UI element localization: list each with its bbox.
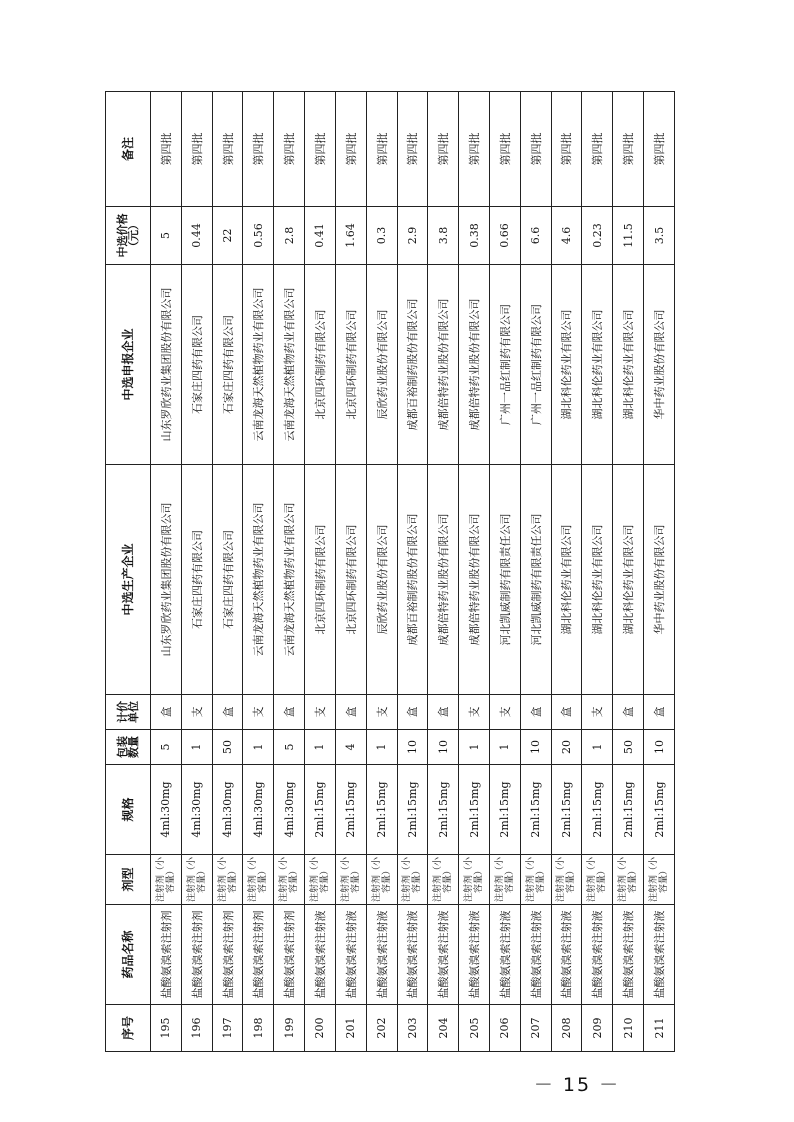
cell-drug-name: 盐酸氨溴索注射液 [582, 905, 613, 1005]
cell-seq: 198 [243, 1005, 274, 1052]
header-pack-qty: 包装数量 [106, 730, 151, 765]
cell-form: 注射剂（小容量） [489, 855, 520, 905]
cell-price: 4.6 [551, 207, 582, 265]
cell-manufacturer: 成都百裕制药股份有限公司 [397, 465, 428, 695]
cell-remark: 第四批 [489, 92, 520, 207]
cell-remark: 第四批 [428, 92, 459, 207]
cell-drug-name: 盐酸氨溴索注射液 [459, 905, 490, 1005]
header-price: 中选价格（元） [106, 207, 151, 265]
cell-manufacturer: 山东罗欣药业集团股份有限公司 [151, 465, 182, 695]
table-row [305, 92, 336, 1052]
table-row [366, 92, 397, 1052]
header-manufacturer: 中选生产企业 [106, 465, 151, 695]
cell-unit: 盒 [428, 695, 459, 730]
cell-drug-name: 盐酸氨溴索注射液 [397, 905, 428, 1005]
cell-drug-name: 盐酸氨溴索注射液 [428, 905, 459, 1005]
cell-applicant: 湖北科伦药业有限公司 [551, 265, 582, 465]
cell-spec: 2ml:15mg [397, 765, 428, 855]
cell-price: 2.9 [397, 207, 428, 265]
cell-pack-qty: 1 [582, 730, 613, 765]
cell-manufacturer: 成都倍特药业股份有限公司 [428, 465, 459, 695]
table-row [428, 92, 459, 1052]
table-row [212, 92, 243, 1052]
cell-applicant: 湖北科伦药业有限公司 [613, 265, 644, 465]
table-row [181, 92, 212, 1052]
cell-unit: 盒 [151, 695, 182, 730]
header-seq: 序号 [106, 1005, 151, 1052]
cell-form: 注射剂（小容量） [428, 855, 459, 905]
table-row [274, 92, 305, 1052]
cell-spec: 4ml:30mg [243, 765, 274, 855]
cell-pack-qty: 1 [366, 730, 397, 765]
cell-form: 注射剂（小容量） [243, 855, 274, 905]
cell-form: 注射剂（小容量） [582, 855, 613, 905]
cell-unit: 盒 [212, 695, 243, 730]
table-row [151, 92, 182, 1052]
cell-price: 0.3 [366, 207, 397, 265]
cell-form: 注射剂（小容量） [181, 855, 212, 905]
cell-manufacturer: 湖北科伦药业有限公司 [582, 465, 613, 695]
cell-pack-qty: 4 [335, 730, 366, 765]
cell-spec: 2ml:15mg [489, 765, 520, 855]
cell-unit: 支 [243, 695, 274, 730]
cell-seq: 196 [181, 1005, 212, 1052]
cell-seq: 204 [428, 1005, 459, 1052]
cell-applicant: 华中药业股份有限公司 [644, 265, 675, 465]
cell-unit: 支 [366, 695, 397, 730]
cell-manufacturer: 辰欣药业股份有限公司 [366, 465, 397, 695]
table-row [613, 92, 644, 1052]
cell-remark: 第四批 [212, 92, 243, 207]
cell-applicant: 成都百裕制药股份有限公司 [397, 265, 428, 465]
cell-remark: 第四批 [274, 92, 305, 207]
table-row [582, 92, 613, 1052]
cell-price: 6.6 [520, 207, 551, 265]
cell-drug-name: 盐酸氨溴索注射剂 [243, 905, 274, 1005]
cell-price: 0.38 [459, 207, 490, 265]
cell-spec: 2ml:15mg [428, 765, 459, 855]
cell-form: 注射剂（小容量） [212, 855, 243, 905]
table-row [397, 92, 428, 1052]
cell-pack-qty: 10 [520, 730, 551, 765]
cell-spec: 2ml:15mg [366, 765, 397, 855]
cell-pack-qty: 50 [212, 730, 243, 765]
cell-remark: 第四批 [644, 92, 675, 207]
cell-manufacturer: 北京四环制药有限公司 [305, 465, 336, 695]
drug-price-table [105, 91, 675, 1052]
cell-spec: 2ml:15mg [551, 765, 582, 855]
cell-unit: 盒 [274, 695, 305, 730]
cell-price: 2.8 [274, 207, 305, 265]
cell-drug-name: 盐酸氨溴索注射液 [366, 905, 397, 1005]
cell-form: 注射剂（小容量） [151, 855, 182, 905]
cell-unit: 盒 [397, 695, 428, 730]
cell-form: 注射剂（小容量） [613, 855, 644, 905]
cell-seq: 202 [366, 1005, 397, 1052]
cell-pack-qty: 5 [151, 730, 182, 765]
cell-manufacturer: 河北凯威制药有限责任公司 [489, 465, 520, 695]
cell-pack-qty: 1 [305, 730, 336, 765]
cell-form: 注射剂（小容量） [366, 855, 397, 905]
cell-seq: 195 [151, 1005, 182, 1052]
cell-pack-qty: 1 [459, 730, 490, 765]
table-row [520, 92, 551, 1052]
cell-drug-name: 盐酸氨溴索注射液 [335, 905, 366, 1005]
cell-spec: 2ml:15mg [582, 765, 613, 855]
table-body [151, 92, 675, 1052]
cell-drug-name: 盐酸氨溴索注射剂 [274, 905, 305, 1005]
cell-drug-name: 盐酸氨溴索注射液 [551, 905, 582, 1005]
header-form: 剂型 [106, 855, 151, 905]
cell-applicant: 成都倍特药业股份有限公司 [428, 265, 459, 465]
cell-remark: 第四批 [459, 92, 490, 207]
cell-applicant: 成都倍特药业股份有限公司 [459, 265, 490, 465]
cell-unit: 支 [305, 695, 336, 730]
cell-manufacturer: 湖北科伦药业有限公司 [613, 465, 644, 695]
cell-seq: 199 [274, 1005, 305, 1052]
cell-manufacturer: 石家庄四药有限公司 [212, 465, 243, 695]
cell-pack-qty: 1 [243, 730, 274, 765]
cell-pack-qty: 20 [551, 730, 582, 765]
cell-seq: 203 [397, 1005, 428, 1052]
cell-spec: 2ml:15mg [305, 765, 336, 855]
cell-drug-name: 盐酸氨溴索注射液 [644, 905, 675, 1005]
cell-remark: 第四批 [181, 92, 212, 207]
cell-pack-qty: 5 [274, 730, 305, 765]
cell-applicant: 广州一品红制药有限公司 [520, 265, 551, 465]
table-header-row [106, 92, 151, 1052]
cell-unit: 支 [181, 695, 212, 730]
cell-remark: 第四批 [520, 92, 551, 207]
cell-remark: 第四批 [397, 92, 428, 207]
cell-form: 注射剂（小容量） [274, 855, 305, 905]
cell-price: 0.44 [181, 207, 212, 265]
rotated-table-wrapper [105, 92, 675, 1052]
cell-remark: 第四批 [243, 92, 274, 207]
cell-drug-name: 盐酸氨溴索注射液 [613, 905, 644, 1005]
cell-seq: 210 [613, 1005, 644, 1052]
table-row [644, 92, 675, 1052]
cell-remark: 第四批 [335, 92, 366, 207]
cell-pack-qty: 50 [613, 730, 644, 765]
cell-unit: 支 [489, 695, 520, 730]
cell-drug-name: 盐酸氨溴索注射剂 [181, 905, 212, 1005]
table-row [489, 92, 520, 1052]
cell-drug-name: 盐酸氨溴索注射液 [305, 905, 336, 1005]
cell-drug-name: 盐酸氨溴索注射剂 [212, 905, 243, 1005]
cell-seq: 209 [582, 1005, 613, 1052]
header-unit: 计价单位 [106, 695, 151, 730]
cell-price: 0.56 [243, 207, 274, 265]
cell-price: 3.8 [428, 207, 459, 265]
cell-price: 1.64 [335, 207, 366, 265]
cell-form: 注射剂（小容量） [335, 855, 366, 905]
cell-seq: 206 [489, 1005, 520, 1052]
cell-manufacturer: 云南龙海天然植物药业有限公司 [243, 465, 274, 695]
cell-applicant: 广州一品红制药有限公司 [489, 265, 520, 465]
cell-applicant: 云南龙海天然植物药业有限公司 [274, 265, 305, 465]
cell-seq: 208 [551, 1005, 582, 1052]
cell-pack-qty: 10 [644, 730, 675, 765]
cell-spec: 4ml:30mg [151, 765, 182, 855]
cell-form: 注射剂（小容量） [644, 855, 675, 905]
header-spec: 规格 [106, 765, 151, 855]
cell-manufacturer: 河北凯威制药有限责任公司 [520, 465, 551, 695]
cell-spec: 2ml:15mg [520, 765, 551, 855]
cell-drug-name: 盐酸氨溴索注射液 [520, 905, 551, 1005]
cell-manufacturer: 北京四环制药有限公司 [335, 465, 366, 695]
cell-pack-qty: 10 [397, 730, 428, 765]
cell-spec: 4ml:30mg [212, 765, 243, 855]
cell-applicant: 湖北科伦药业有限公司 [582, 265, 613, 465]
cell-price: 3.5 [644, 207, 675, 265]
cell-unit: 盒 [613, 695, 644, 730]
cell-applicant: 辰欣药业股份有限公司 [366, 265, 397, 465]
cell-applicant: 山东罗欣药业集团股份有限公司 [151, 265, 182, 465]
cell-pack-qty: 1 [181, 730, 212, 765]
cell-form: 注射剂（小容量） [551, 855, 582, 905]
cell-pack-qty: 1 [489, 730, 520, 765]
cell-seq: 211 [644, 1005, 675, 1052]
cell-manufacturer: 湖北科伦药业有限公司 [551, 465, 582, 695]
cell-manufacturer: 云南龙海天然植物药业有限公司 [274, 465, 305, 695]
cell-form: 注射剂（小容量） [397, 855, 428, 905]
cell-pack-qty: 10 [428, 730, 459, 765]
cell-seq: 201 [335, 1005, 366, 1052]
cell-spec: 2ml:15mg [644, 765, 675, 855]
table-row [335, 92, 366, 1052]
cell-spec: 2ml:15mg [613, 765, 644, 855]
cell-manufacturer: 石家庄四药有限公司 [181, 465, 212, 695]
cell-unit: 盒 [335, 695, 366, 730]
cell-spec: 4ml:30mg [274, 765, 305, 855]
cell-unit: 盒 [644, 695, 675, 730]
page-number [0, 1070, 794, 1097]
cell-price: 5 [151, 207, 182, 265]
cell-applicant: 北京四环制药有限公司 [305, 265, 336, 465]
cell-price: 0.66 [489, 207, 520, 265]
table-row [243, 92, 274, 1052]
cell-seq: 200 [305, 1005, 336, 1052]
cell-remark: 第四批 [151, 92, 182, 207]
header-applicant: 中选申报企业 [106, 265, 151, 465]
cell-applicant: 北京四环制药有限公司 [335, 265, 366, 465]
cell-price: 0.41 [305, 207, 336, 265]
table-row [459, 92, 490, 1052]
cell-form: 注射剂（小容量） [305, 855, 336, 905]
cell-form: 注射剂（小容量） [520, 855, 551, 905]
cell-remark: 第四批 [613, 92, 644, 207]
header-remark: 备注 [106, 92, 151, 207]
cell-seq: 197 [212, 1005, 243, 1052]
cell-unit: 盒 [551, 695, 582, 730]
cell-price: 0.23 [582, 207, 613, 265]
cell-remark: 第四批 [305, 92, 336, 207]
page-number-text: － 15 － [533, 1074, 621, 1096]
cell-spec: 2ml:15mg [335, 765, 366, 855]
cell-applicant: 石家庄四药有限公司 [181, 265, 212, 465]
cell-form: 注射剂（小容量） [459, 855, 490, 905]
cell-drug-name: 盐酸氨溴索注射剂 [151, 905, 182, 1005]
cell-applicant: 云南龙海天然植物药业有限公司 [243, 265, 274, 465]
cell-spec: 2ml:15mg [459, 765, 490, 855]
cell-manufacturer: 华中药业股份有限公司 [644, 465, 675, 695]
cell-price: 11.5 [613, 207, 644, 265]
cell-unit: 支 [459, 695, 490, 730]
cell-price: 22 [212, 207, 243, 265]
cell-unit: 支 [582, 695, 613, 730]
cell-seq: 205 [459, 1005, 490, 1052]
cell-manufacturer: 成都倍特药业股份有限公司 [459, 465, 490, 695]
table-row [551, 92, 582, 1052]
cell-remark: 第四批 [551, 92, 582, 207]
cell-applicant: 石家庄四药有限公司 [212, 265, 243, 465]
cell-drug-name: 盐酸氨溴索注射液 [489, 905, 520, 1005]
cell-spec: 4ml:30mg [181, 765, 212, 855]
cell-remark: 第四批 [366, 92, 397, 207]
cell-unit: 盒 [520, 695, 551, 730]
header-drug-name: 药品名称 [106, 905, 151, 1005]
cell-seq: 207 [520, 1005, 551, 1052]
cell-remark: 第四批 [582, 92, 613, 207]
